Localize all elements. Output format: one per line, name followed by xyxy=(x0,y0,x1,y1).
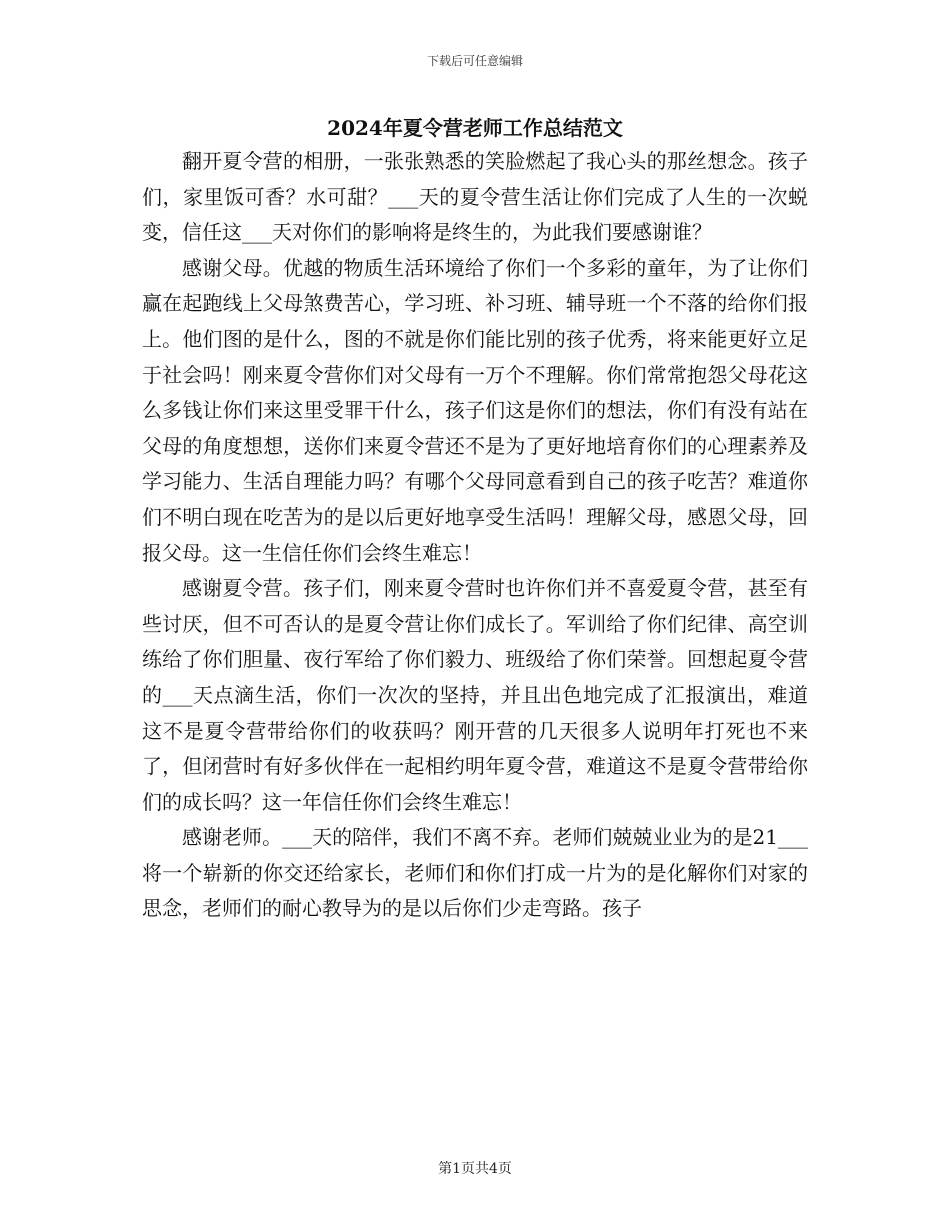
page-header-note: 下载后可任意编辑 xyxy=(426,54,523,68)
page-number-footer: 第1页共4页 xyxy=(438,1161,512,1177)
document-title: 2024年夏令营老师工作总结范文 xyxy=(327,116,623,140)
paragraph-thank-parents: 感谢父母。优越的物质生活环境给了你们一个多彩的童年，为了让你们赢在起跑线上父母煞费苦心，学习班、补习班、辅导班一个不落的给你们报上。他们图的是什么，图的不就是你们能比别的孩子优秀，将来能更好立足于社会吗！刚来夏令营你们对父母有一万个不理解。你们常常抱怨父母花这么多钱让你们来这里受罪干什么，孩子们这是你们的想法，你们有没有站在父母的角度想想，送你们来夏令营还不是为了更好地培育你们的心理素养及学习能力、生活自理能力吗？有哪个父母同意看到自己的孩子吃苦？难道你们不明白现在吃苦为的是以后更好地享受生活吗！理解父母，感恩父母，回报父母。这一生信任你们会终生难忘！ xyxy=(142,255,808,565)
paragraph-thank-camp: 感谢夏令营。孩子们，刚来夏令营时也许你们并不喜爱夏令营，甚至有些讨厌，但不可否认的是夏令营让你们成长了。军训给了你们纪律、高空训练给了你们胆量、夜行军给了你们毅力、班级给了你们荣誉。回想起夏令营的___天点滴生活，你们一次次的坚持，并且出色地完成了汇报演出，难道这不是夏令营带给你们的收获吗？刚开营的几天很多人说明年打死也不来了，但闭营时有好多伙伴在一起相约明年夏令营，难道这不是夏令营带给你们的成长吗？这一年信任你们会终生难忘！ xyxy=(142,576,808,814)
paragraph-thank-teachers: 感谢老师。___天的陪伴，我们不离不弃。老师们兢兢业业为的是21___将一个崭新的你交还给家长，老师们和你们打成一片为的是化解你们对家的思念，老师们的耐心教导为的是以后你们少走弯路。孩子 xyxy=(142,825,808,921)
paragraph-intro: 翻开夏令营的相册，一张张熟悉的笑脸燃起了我心头的那丝想念。孩子们，家里饭可香？水可甜？___天的夏令营生活让你们完成了人生的一次蜕变，信任这___天对你们的影响将是终生的，为此我们要感谢谁？ xyxy=(142,149,808,245)
document-body xyxy=(142,144,808,927)
